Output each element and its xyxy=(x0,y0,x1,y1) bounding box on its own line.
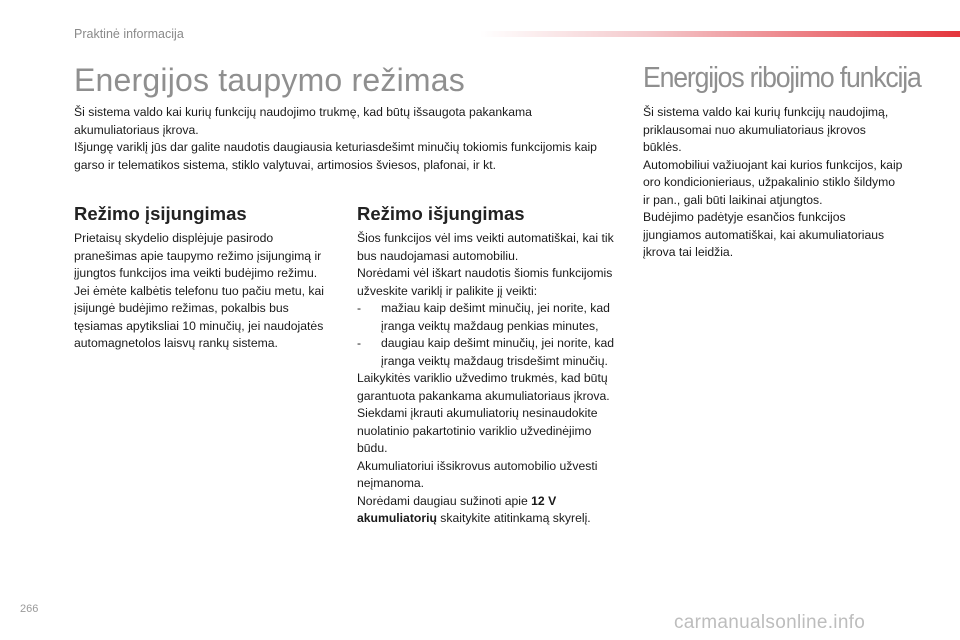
deactivation-paragraph: Siekdami įkrauti akumuliatorių nesinaudokite nuolatinio pakartotinio variklio užvedinėjimo būdu. xyxy=(357,406,598,455)
deactivation-paragraph: Šios funkcijos vėl ims veikti automatiškai, kai tik bus naudojamasi automobiliu. xyxy=(357,231,614,263)
deactivation-paragraph: Norėdami vėl iškart naudotis šiomis funkcijomis užveskite variklį ir palikite jį veikti: xyxy=(357,266,613,298)
activation-paragraph: Jei ėmėte kalbėtis telefonu tuo pačiu metu, kai įsijungė budėjimo režimas, pokalbis bus tęsiamas apytiksliai 10 minučių, jei naudojatės automagnetolos laisvų rankų sistema. xyxy=(74,283,324,350)
side-paragraph: Budėjimo padėtyje esančios funkcijos įjungiamos automatiškai, kai akumuliatoriaus įkrova tai leidžia. xyxy=(643,210,885,259)
deactivation-paragraph: Akumuliatoriui išsikrovus automobilio užvesti neįmanoma. xyxy=(357,458,598,490)
reference-pre: Norėdami daugiau sužinoti apie xyxy=(357,493,532,508)
intro-paragraph: Ši sistema valdo kai kurių funkcijų naudojimo trukmę, kad būtų išsaugota pakankama akumuliatoriaus įkrova. xyxy=(74,105,532,137)
deactivation-heading: Režimo išjungimas xyxy=(357,203,525,224)
reference-post: skaitykite atitinkamą skyrelį. xyxy=(436,511,591,525)
deactivation-paragraph xyxy=(357,493,623,528)
list-item-text: mažiau kaip dešimt minučių, jei norite, kad įranga veiktų maždaug penkias minutes, xyxy=(381,301,610,333)
intro-paragraph: Išjungę variklį jūs dar galite naudotis daugiausia keturiasdešimt minučių tokiomis funkcijomis kaip garso ir telematikos sistema, stiklo valytuvai, artimosios šviesos, plafonai, ir kt. xyxy=(74,140,597,172)
side-paragraph: Ši sistema valdo kai kurių funkcijų naudojimą, priklausomai nuo akumuliatoriaus įkrovos būklės. xyxy=(643,105,889,154)
header-accent-bar xyxy=(480,31,960,37)
side-paragraph: Automobiliui važiuojant kai kurios funkcijos, kaip oro kondicionieriaus, užpakalinio stiklo šildymo ir pan., gali būti laikinai atjungtos. xyxy=(643,157,903,207)
battery-reference-link[interactable]: 12 V akumuliatorių xyxy=(357,493,557,525)
list-dash: - xyxy=(357,336,362,350)
list-item xyxy=(357,335,623,370)
deactivation-paragraph: Laikykitės variklio užvedimo trukmės, kad būtų garantuota pakankama akumuliatoriaus įkrova. xyxy=(357,371,610,403)
page-number: 266 xyxy=(20,603,39,615)
activation-heading: Režimo įsijungimas xyxy=(74,203,247,224)
activation-paragraph: Prietaisų skydelio displėjuje pasirodo pranešimas apie taupymo režimo įsijungimą ir įjungtos funkcijos ima veikti budėjimo režimu. xyxy=(74,231,322,280)
watermark: carmanualsonline.info xyxy=(674,612,866,633)
deactivation-text xyxy=(357,230,623,528)
list-dash: - xyxy=(357,301,362,315)
intro-text xyxy=(74,104,614,174)
activation-text xyxy=(74,230,330,353)
section-label: Praktinė informacija xyxy=(74,27,184,41)
side-title: Energijos ribojimo funkcija xyxy=(643,62,921,94)
list-item-text: daugiau kaip dešimt minučių, jei norite, kad įranga veiktų maždaug trisdešimt minučių. xyxy=(381,336,615,368)
side-text xyxy=(643,104,905,262)
page-title: Energijos taupymo režimas xyxy=(74,62,465,98)
list-item xyxy=(357,300,623,335)
